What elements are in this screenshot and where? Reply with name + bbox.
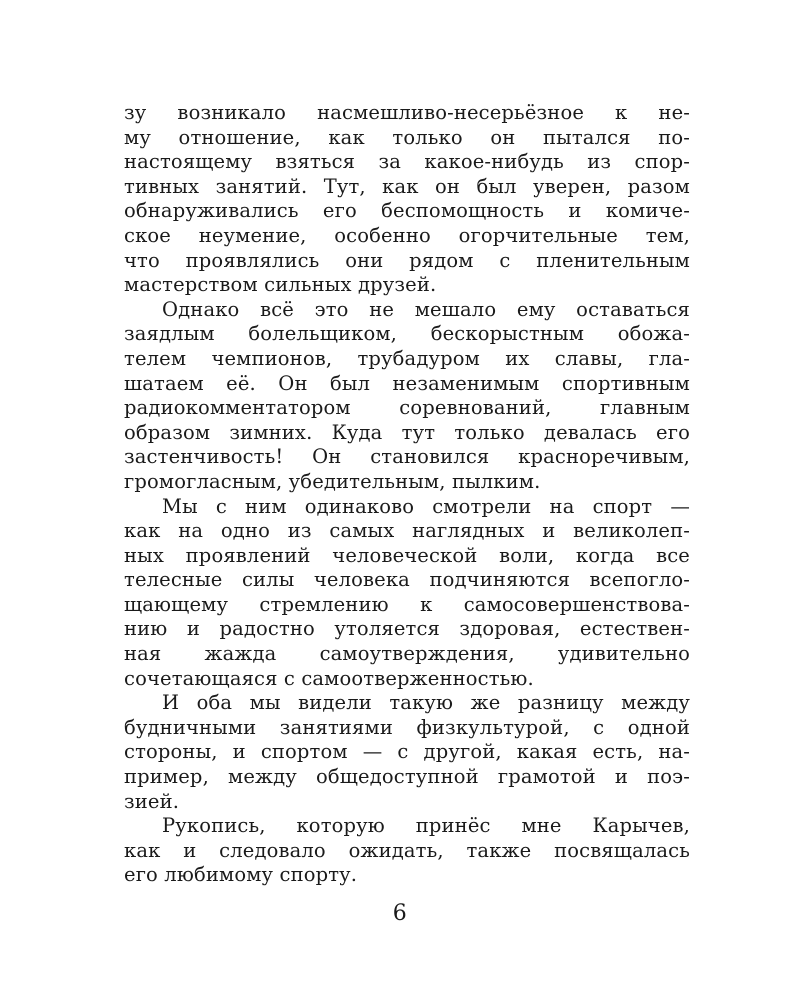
- text-line: стороны, и спортом — с другой, какая есть, на-: [124, 740, 690, 764]
- text-line: застенчивость! Он становился красноречивым,: [124, 445, 690, 469]
- text-line: И оба мы видели такую же разницу между: [162, 691, 690, 715]
- page-number: 6: [392, 901, 408, 926]
- text-line: обнаруживались его беспомощность и комиче-: [124, 199, 690, 223]
- text-line: как на одно из самых наглядных и великолеп-: [124, 519, 690, 543]
- text-line: радиокомментатором соревнований, главным: [124, 396, 690, 420]
- text-line: образом зимних. Куда тут только девалась его: [124, 420, 690, 444]
- text-line: му отношение, как только он пытался по-: [124, 125, 690, 149]
- text-line: настоящему взяться за какое-нибудь из спор-: [124, 150, 690, 174]
- text-line: Мы с ним одинаково смотрели на спорт —: [162, 494, 690, 518]
- text-line: мастерством сильных друзей.: [124, 273, 437, 297]
- text-line: ское неумение, особенно огорчительные тем,: [124, 223, 690, 247]
- text-line: телесные силы человека подчиняются всепогло-: [124, 568, 690, 592]
- text-line: что проявлялись они рядом с пленительным: [124, 248, 690, 272]
- text-line: шатаем её. Он был незаменимым спортивным: [124, 371, 690, 395]
- text-line: тивных занятий. Тут, как он был уверен, разом: [124, 174, 690, 198]
- text-line: зу возникало насмешливо-несерьёзное к не-: [124, 101, 690, 124]
- text-line: как и следовало ожидать, также посвящалась: [124, 838, 690, 862]
- text-line: заядлым болельщиком, бескорыстным обожа-: [124, 322, 690, 346]
- text-line: зией.: [124, 789, 180, 813]
- text-line: щающему стремлению к самосовершенствова-: [124, 592, 690, 616]
- text-line: телем чемпионов, трубадуром их славы, гла-: [124, 346, 690, 370]
- text-line: его любимому спорту.: [124, 863, 358, 887]
- text-line: Однако всё это не мешало ему оставаться: [162, 297, 690, 321]
- text-line: громогласным, убедительным, пылким.: [124, 469, 541, 493]
- text-line: будничными занятиями физкультурой, с одной: [124, 715, 690, 739]
- text-line: сочетающаяся с самоотверженностью.: [124, 666, 534, 690]
- body-text: [124, 101, 690, 888]
- text-line: ная жажда самоутверждения, удивительно: [124, 642, 690, 666]
- text-line: нию и радостно утоляется здоровая, естествен-: [124, 617, 690, 641]
- text-line: ных проявлений человеческой воли, когда все: [124, 543, 690, 567]
- text-line: пример, между общедоступной грамотой и поэ-: [124, 765, 690, 789]
- text-line: Рукопись, которую принёс мне Карычев,: [162, 814, 690, 838]
